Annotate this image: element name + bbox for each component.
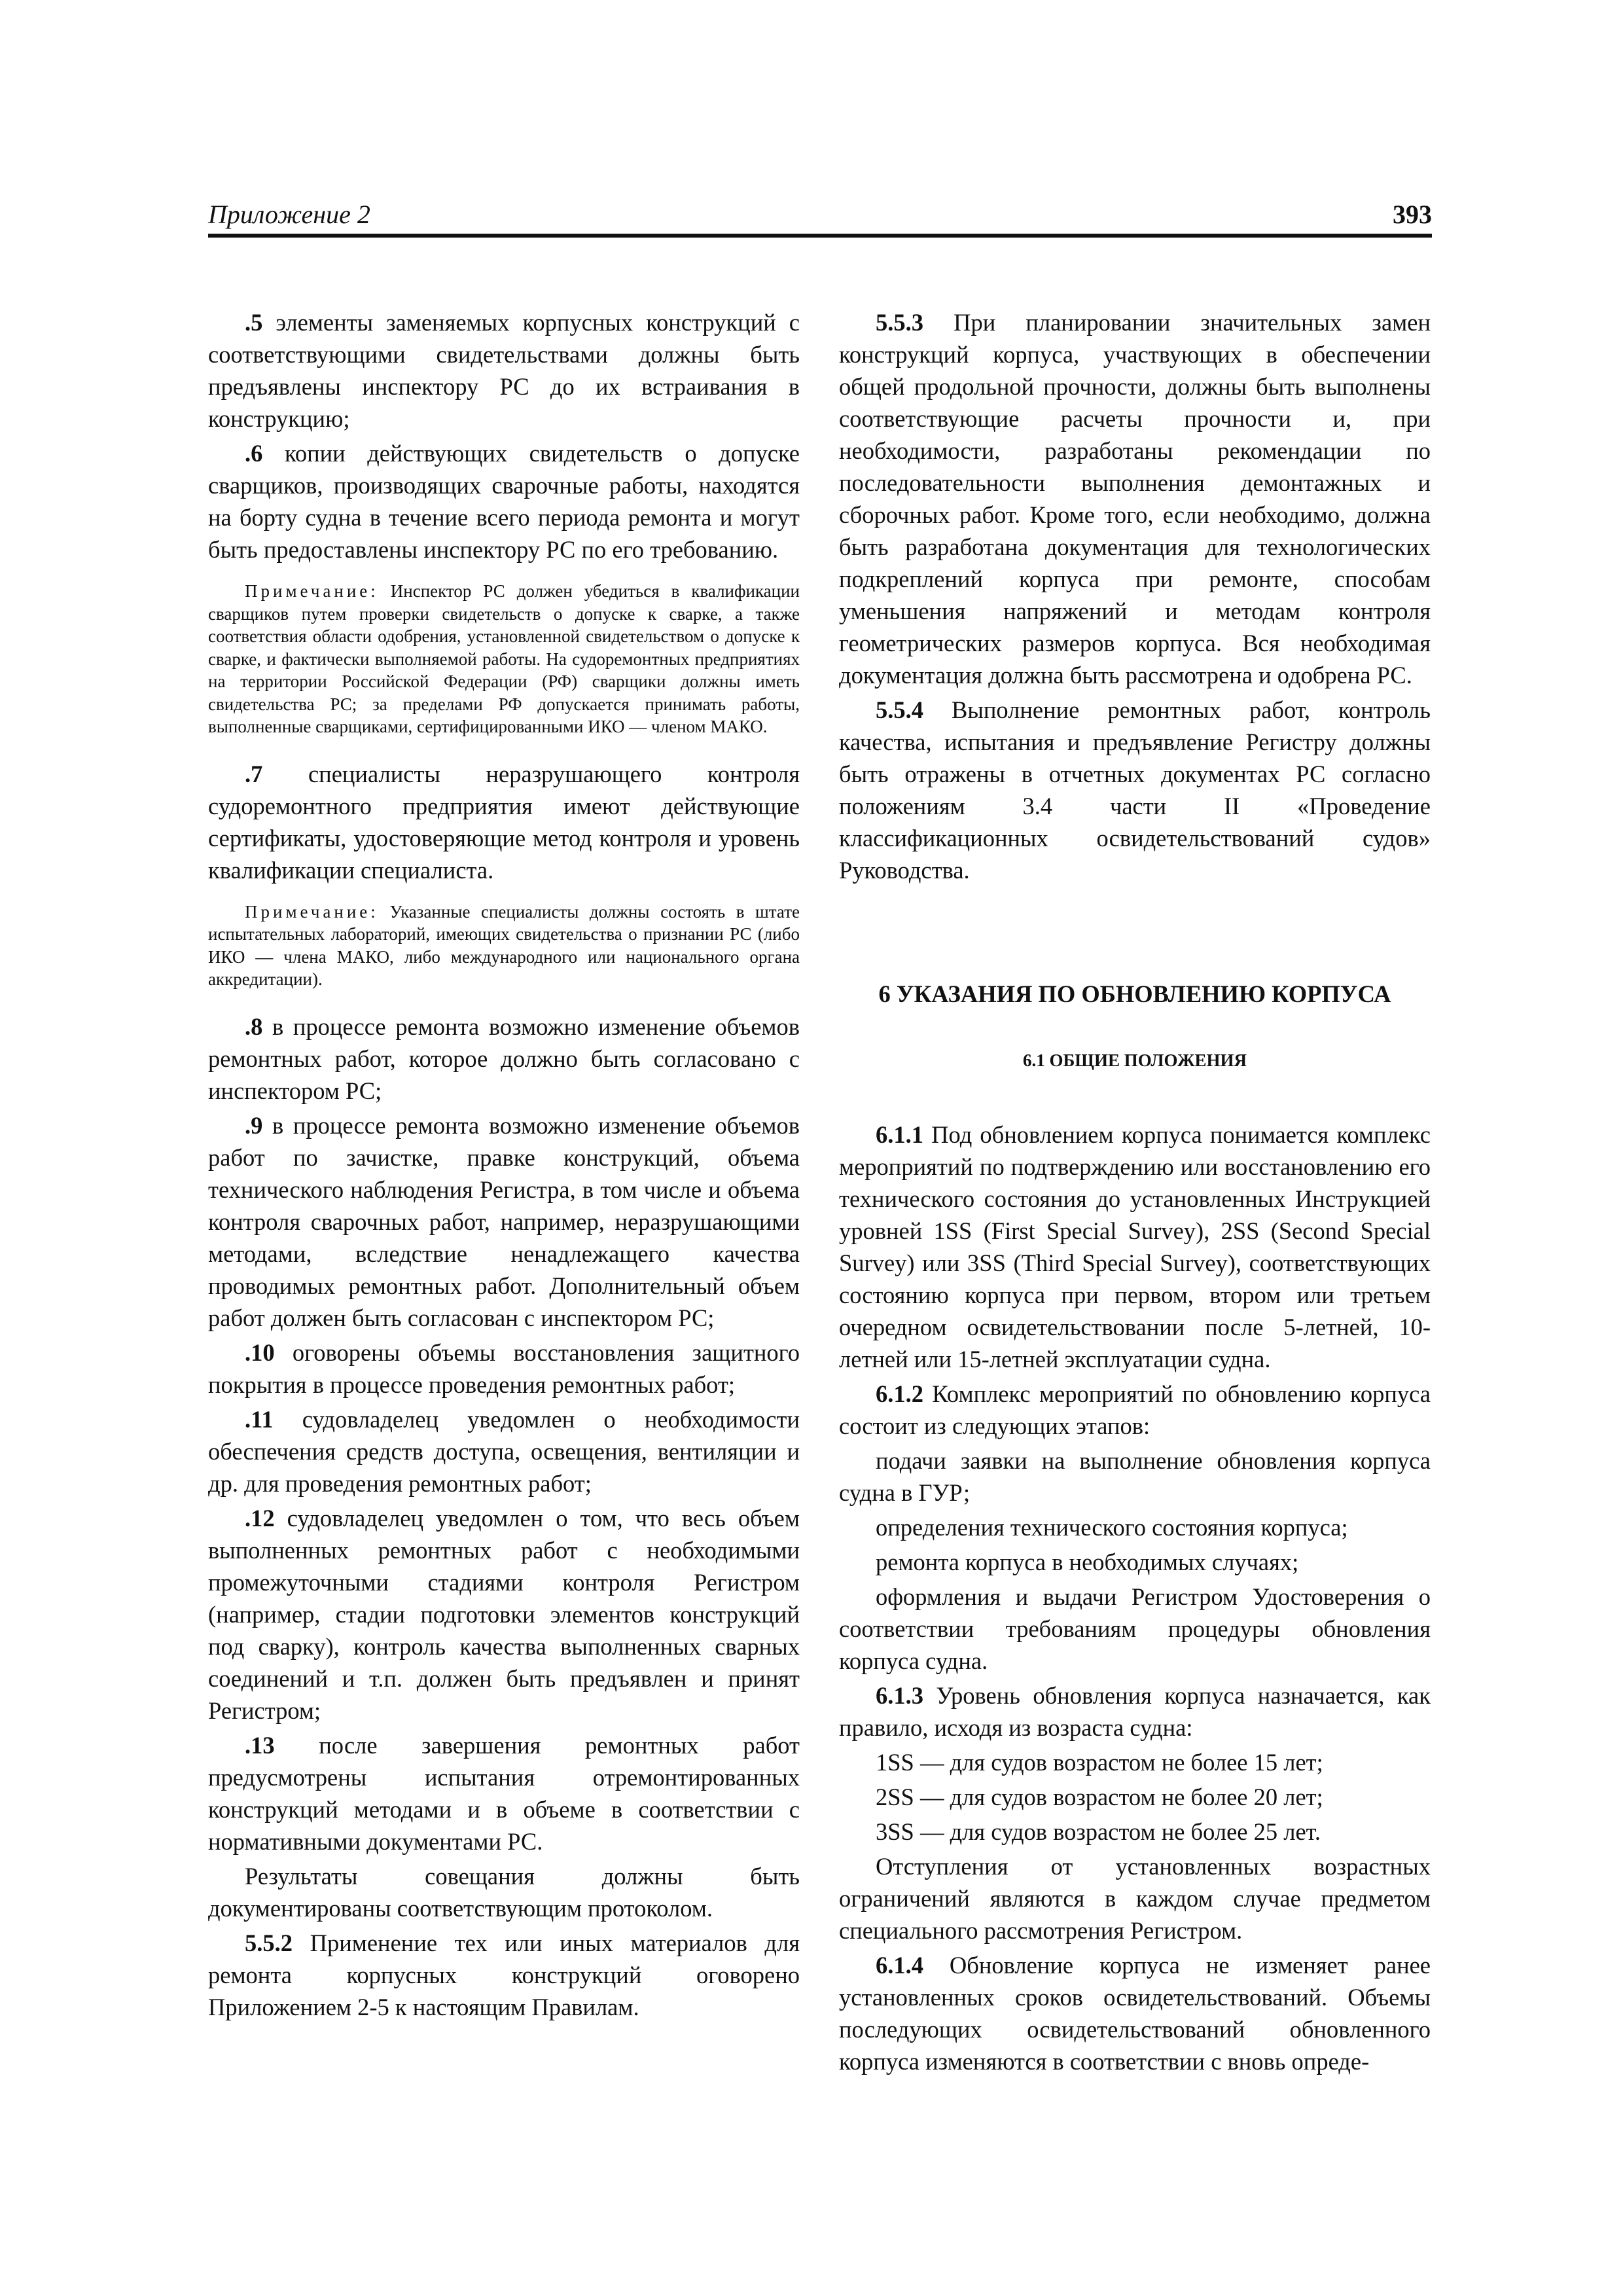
note-welders [208,580,800,738]
paragraph-item-12 [208,1502,800,1727]
paragraph-6-1-4 [839,1949,1431,2077]
note-specialists [208,901,800,991]
page-number: 393 [1393,200,1432,229]
paragraph-5-5-3 [839,306,1431,691]
paragraph-item-7 [208,758,800,886]
paragraph-6-1-2 [839,1378,1431,1442]
item-number: .8 [245,1013,263,1040]
item-text: элементы заменяемых корпусных конструкций с соответствующими свидетельствами должны быть предъявлены инспектору РС до их встраивания в конструкцию; [208,309,800,432]
clause-number: 6.1.1 [876,1121,923,1148]
clause-number: 6.1.4 [876,1952,923,1979]
clause-number: 5.5.2 [245,1929,293,1956]
stage-item: подачи заявки на выполнение обновления корпуса судна в ГУР; [839,1447,1431,1506]
note-text: Инспектор РС должен убедиться в квалификации сварщиков путем проверки свидетельств о допуске к сварке, а также соответствия области одобрения, установленной свидетельством о допуске к сварке, и фактически выполняемой работы. На судоремонтных предприятиях на территории Российской Федерации (РФ) сварщики должны иметь свидетельства РС; за пределами РФ допускается принимать работы, выполненные сварщиками, сертифицированными ИКО — членом МАКО. [208,581,800,736]
left-column [208,306,800,2026]
paragraph-6-1-3 [839,1679,1431,1744]
item-number: .6 [245,440,263,467]
stage-item: определения технического состояния корпуса; [876,1514,1348,1541]
item-number: .10 [245,1338,275,1366]
item-text: судовладелец уведомлен о том, что весь объем выполненных ремонтных работ с необходимыми промежуточными стадиями контроля Регистром (например, стадии подготовки элементов конструкций под сварку), контроль качества выполненных сварных соединений и т.п. должен быть предъявлен и принят Регистром; [208,1504,800,1724]
paragraph-item-6 [208,437,800,565]
paragraph-item-9 [208,1109,800,1334]
paragraph-results: Результаты совещания должны быть документированы соответствующим протоколом. [208,1862,800,1922]
stage-item: ремонта корпуса в необходимых случаях; [876,1549,1299,1575]
running-header [208,198,1432,238]
paragraph-item-5 [208,306,800,435]
paragraph-6-1-1 [839,1119,1431,1375]
item-number: .12 [245,1504,275,1532]
paragraph-item-10 [208,1336,800,1401]
paragraph-item-13 [208,1729,800,1857]
clause-text: Под обновлением корпуса понимается комплекс мероприятий по подтверждению или восстановлению его технического состояния до установленных Инструкцией уровней 1SS (First Special Survey), 2SS (Second Special Survey) или 3SS (Third Special Survey), соответствующих состоянию корпуса при первом, втором или третьем очередном освидетельствовании после 5-летней, 10-летней или 15-летней эксплуатации судна. [839,1121,1431,1372]
paragraph-item-8 [208,1011,800,1107]
paragraph-item-11 [208,1403,800,1499]
header-title: Приложение 2 [208,200,370,229]
item-text: после завершения ремонтных работ предусмотрены испытания отремонтированных конструкций методами и в объеме в соответствии с нормативными документами РС. [208,1731,800,1855]
note-label: Примечание: [245,581,379,601]
clause-text: Выполнение ремонтных работ, контроль качества, испытания и предъявление Регистру должны быть отражены в отчетных документах РС согласно положениям 3.4 части II «Проведение классификационных освидетельствований судов» Руководства. [839,696,1431,884]
section-6-heading: 6 УКАЗАНИЯ ПО ОБНОВЛЕНИЮ КОРПУСА [878,980,1391,1007]
stage-item: оформления и выдачи Регистром Удостоверения о соответствии требованиям процедуры обновления корпуса судна. [839,1583,1431,1674]
clause-text: Обновление корпуса не изменяет ранее установленных сроков освидетельствований. Объемы последующих освидетельствований обновленного корпуса изменяются в соответствии с вновь опреде- [839,1952,1431,2075]
note-text: Указанные специалисты должны состоять в штате испытательных лабораторий, имеющих свидетельства о признании РС (либо ИКО — члена МАКО, либо международного или национального органа аккредитации). [208,901,800,989]
item-text: специалисты неразрушающего контроля судоремонтного предприятия имеют действующие сертификаты, удостоверяющие метод контроля и уровень квалификации специалиста. [208,760,800,884]
clause-number: 6.1.2 [876,1380,923,1407]
item-text: оговорены объемы восстановления защитного покрытия в процессе проведения ремонтных работ; [208,1338,800,1398]
item-text: в процессе ремонта возможно изменение объемов ремонтных работ, которое должно быть согласовано с инспектором РС; [208,1013,800,1104]
item-number: .5 [245,309,263,336]
clause-number: 6.1.3 [876,1682,923,1709]
note-label: Примечание: [245,901,379,922]
clause-text: Комплекс мероприятий по обновлению корпуса состоит из следующих этапов: [839,1380,1431,1439]
item-text: копии действующих свидетельств о допуске сварщиков, производящих сварочные работы, находятся на борту судна в течение всего периода ремонта и могут быть предоставлены инспектору РС по его требованию. [208,440,800,563]
paragraph-5-5-2 [208,1927,800,2023]
level-item: 3SS — для судов возрастом не более 25 лет. [876,1818,1321,1845]
item-number: .9 [245,1111,263,1139]
paragraph-5-5-4 [839,694,1431,886]
level-item: 2SS — для судов возрастом не более 20 лет; [876,1784,1323,1810]
item-text: в процессе ремонта возможно изменение объемов работ по зачистке, правке конструкций, объема технического наблюдения Регистра, в том числе и объема контроля сварочных работ, например, неразрушающими методами, вследствие ненадлежащего качества проводимых ремонтных работ. Дополнительный объем работ должен быть согласован с инспектором РС; [208,1111,800,1331]
paragraph-deviations: Отступления от установленных возрастных ограничений являются в каждом случае предметом специального рассмотрения Регистром. [839,1853,1431,1944]
clause-text: Применение тех или иных материалов для ремонта корпусных конструкций оговорено Приложением 2-5 к настоящим Правилам. [208,1929,800,2020]
clause-text: Уровень обновления корпуса назначается, как правило, исходя из возраста судна: [839,1682,1431,1741]
item-number: .13 [245,1731,275,1759]
item-number: .7 [245,760,263,787]
item-text: судовладелец уведомлен о необходимости обеспечения средств доступа, освещения, вентиляции и др. для проведения ремонтных работ; [208,1405,800,1497]
right-column [839,306,1431,2080]
level-item: 1SS — для судов возрастом не более 15 лет; [876,1749,1323,1776]
clause-text: При планировании значительных замен конструкций корпуса, участвующих в обеспечении общей продольной прочности, должны быть выполнены соответствующие расчеты прочности и, при необходимости, разработаны рекомендации по последовательности выполнения демонтажных и сборочных работ. Кроме того, если необходимо, должна быть разработана документация для технологических подкреплений корпуса при ремонте, способам уменьшения напряжений и методам контроля геометрических размеров корпуса. Вся необходимая документация должна быть рассмотрена и одобрена РС. [839,309,1431,689]
clause-number: 5.5.3 [876,309,923,336]
section-6-1-heading: 6.1 ОБЩИЕ ПОЛОЖЕНИЯ [1022,1050,1247,1070]
item-number: .11 [245,1405,274,1433]
clause-number: 5.5.4 [876,696,923,723]
